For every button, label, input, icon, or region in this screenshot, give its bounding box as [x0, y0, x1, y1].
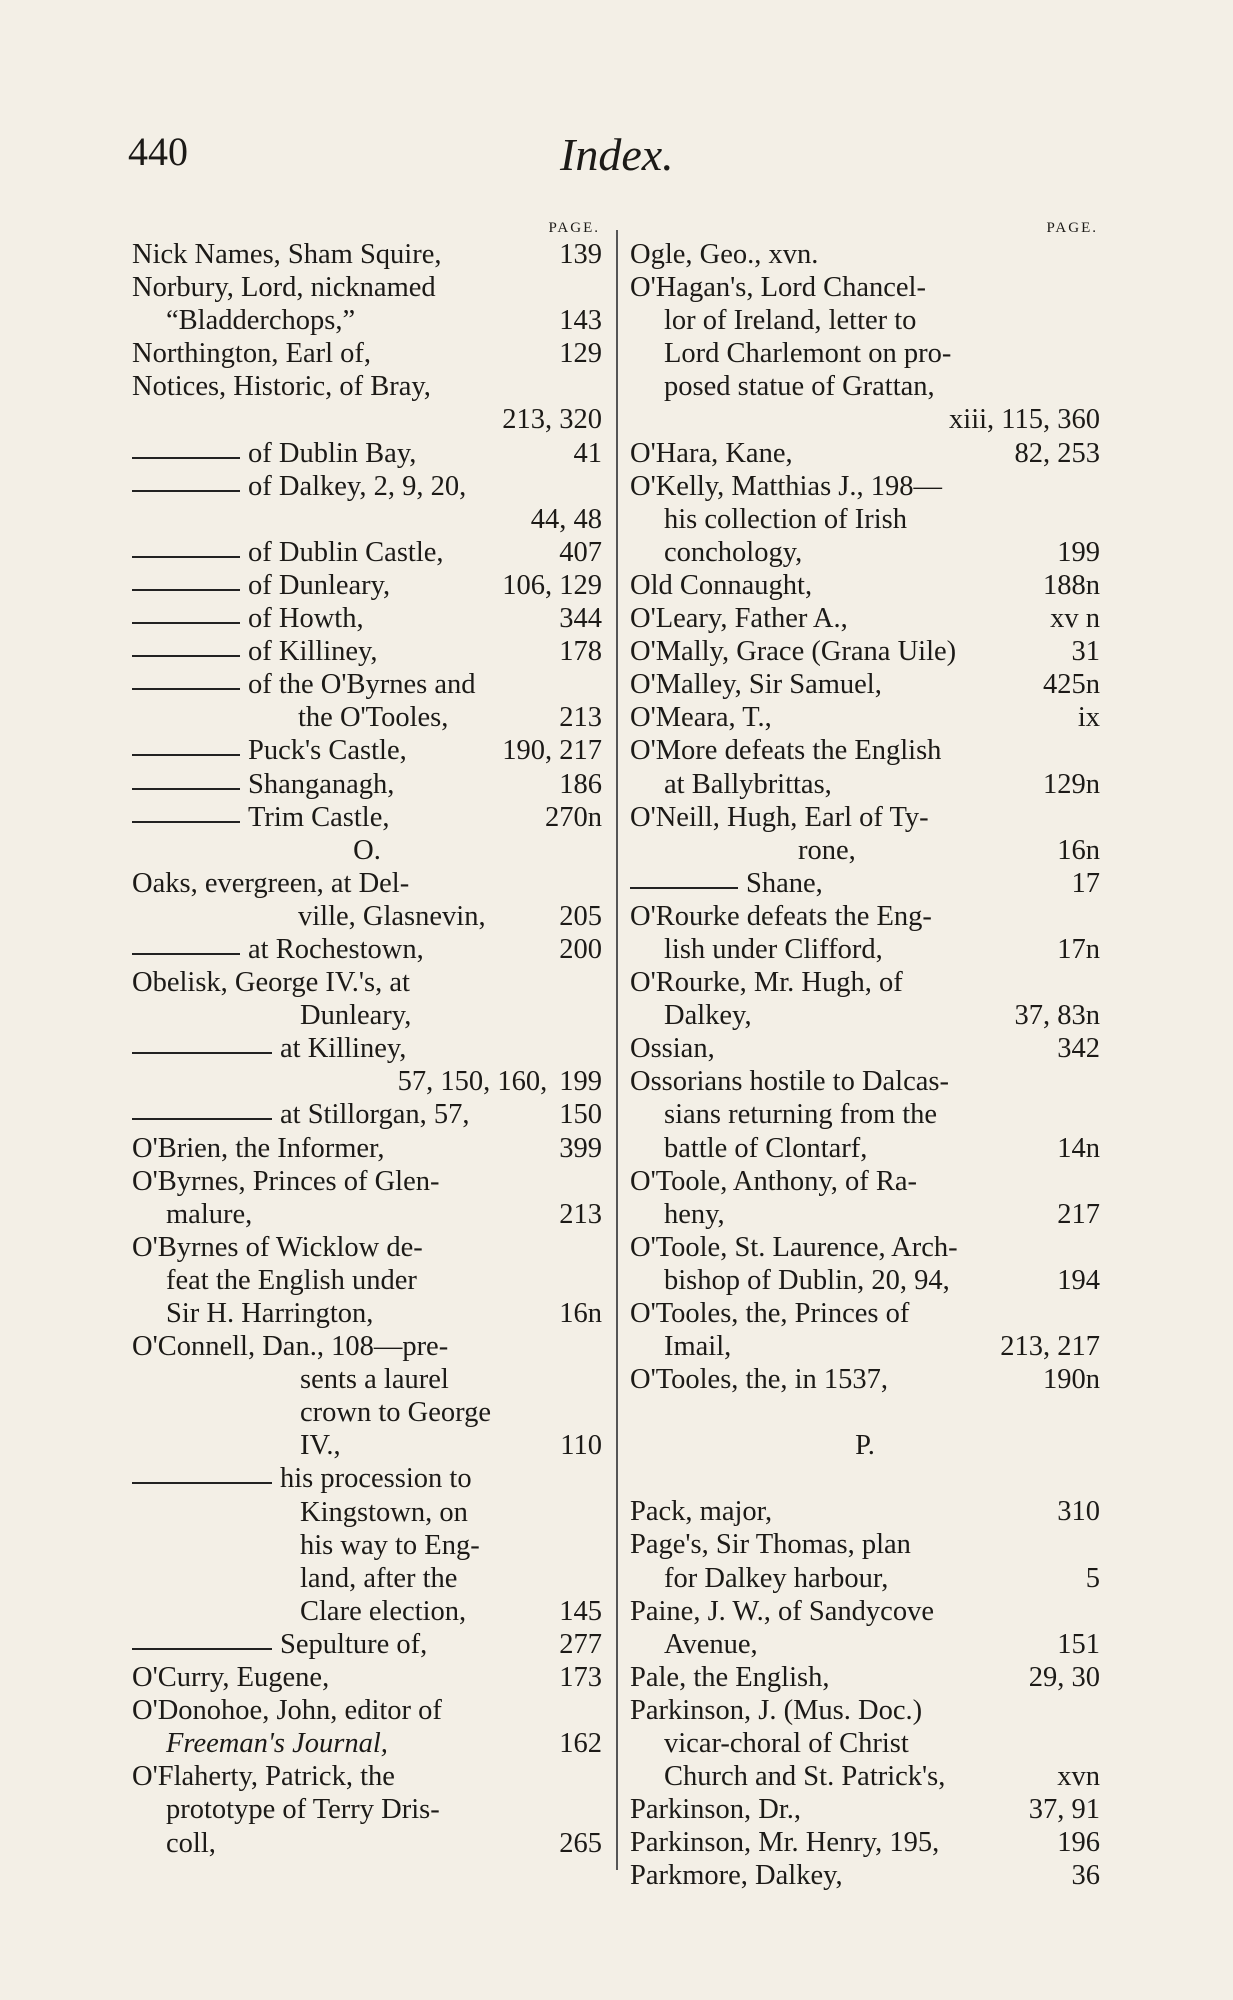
entry-text: crown to George: [300, 1397, 491, 1429]
entry-text: Church and St. Patrick's,: [664, 1761, 946, 1793]
page-reference: 143: [559, 305, 602, 337]
ditto-dash: [132, 754, 240, 756]
ditto-dash: [132, 953, 240, 955]
ditto-dash: [132, 821, 240, 823]
index-entry-line: [630, 569, 1100, 602]
ditto-dash: [132, 490, 240, 492]
page-reference: 17: [1071, 867, 1100, 899]
index-entry-line: [630, 403, 1100, 436]
index-entry-line: [630, 1132, 1100, 1165]
page-reference: 106, 129: [502, 569, 602, 601]
index-entry-line: [630, 1098, 1100, 1131]
entry-text: O'Kelly, Matthias J., 198—: [630, 470, 943, 502]
page-reference: 41: [573, 437, 602, 469]
page-reference: 150: [559, 1099, 602, 1131]
entry-text: O'Malley, Sir Samuel,: [630, 669, 882, 701]
ditto-dash: [132, 457, 240, 459]
entry-text: 213, 320: [502, 404, 602, 436]
page-reference: 139: [559, 239, 602, 270]
index-entry-line: [630, 1264, 1100, 1297]
index-entry-line: [132, 403, 602, 436]
page-reference: 82, 253: [1014, 437, 1100, 469]
page-reference: 199: [1057, 536, 1100, 568]
entry-text: his way to Eng-: [300, 1529, 480, 1561]
page-reference: 277: [559, 1628, 602, 1660]
entry-text: Parkinson, Mr. Henry, 195,: [630, 1827, 940, 1859]
ditto-dash: [132, 622, 240, 624]
index-entry-line: [630, 966, 1100, 999]
page-reference: 110: [560, 1430, 602, 1462]
page-reference: ix: [1077, 702, 1100, 734]
index-entry-line: [132, 701, 602, 734]
index-entry-line: [630, 1562, 1100, 1595]
entry-text: Northington, Earl of,: [132, 338, 372, 370]
entry-text: O'Tooles, the, Princes of: [630, 1298, 910, 1329]
entry-text: Sir H. Harrington,: [166, 1298, 374, 1329]
index-entry-line: [630, 271, 1100, 304]
index-entry-line: [132, 1363, 602, 1396]
entry-text: Lord Charlemont on pro-: [664, 338, 952, 370]
index-entry-line: [630, 304, 1100, 337]
ditto-dash: [132, 1482, 272, 1484]
index-entry-line: [630, 1363, 1100, 1396]
ditto-dash: [132, 556, 240, 558]
entry-text: O'Meara, T.,: [630, 702, 772, 734]
entry-text: Kingstown, on: [300, 1496, 468, 1528]
index-entry-line: [630, 1065, 1100, 1098]
page-reference: 14n: [1057, 1132, 1100, 1164]
entry-text: rone,: [798, 834, 856, 866]
index-entry-line: [630, 1760, 1100, 1793]
entry-text: his procession to: [280, 1463, 472, 1495]
index-entry-line: [132, 1065, 602, 1098]
entry-text: Parkinson, Dr.,: [630, 1794, 801, 1826]
index-entry-line: [630, 1661, 1100, 1694]
index-entry-line: [630, 470, 1100, 503]
page-reference: 37, 83n: [1014, 1000, 1100, 1032]
entry-text: O'Neill, Hugh, Earl of Ty-: [630, 801, 929, 833]
entry-text: Paine, J. W., of Sandycove: [630, 1595, 934, 1627]
index-entry-line: [630, 1032, 1100, 1065]
index-entry-line: [132, 1562, 602, 1595]
ditto-dash: [132, 1052, 272, 1054]
index-entry-line: [630, 1826, 1100, 1859]
entry-text: ville, Glasnevin,: [298, 900, 486, 932]
entry-text: prototype of Terry Dris-: [166, 1794, 440, 1826]
index-entry-line: [132, 900, 602, 933]
index-entry-line: [132, 1628, 602, 1661]
entry-text: Ossian,: [630, 1033, 715, 1065]
entry-text: of Killiney,: [248, 636, 378, 668]
entry-text: Dunleary,: [300, 1000, 412, 1032]
index-entry-line: [630, 1165, 1100, 1198]
entry-text: Pack, major,: [630, 1496, 773, 1528]
index-entry-line: [630, 635, 1100, 668]
index-entry-line: [630, 801, 1100, 834]
section-letter: [132, 834, 602, 867]
ditto-dash: [132, 1648, 272, 1650]
page-reference: 17n: [1057, 933, 1100, 965]
page-reference: 265: [559, 1827, 602, 1859]
ditto-dash: [132, 589, 240, 591]
index-entry-line: [132, 503, 602, 536]
entry-text: of Dalkey, 2, 9, 20,: [248, 470, 467, 502]
index-entry-line: [132, 1330, 602, 1363]
entry-text: for Dalkey harbour,: [664, 1562, 889, 1594]
entry-text: O'Hagan's, Lord Chancel-: [630, 272, 926, 304]
index-entry-line: [132, 1132, 602, 1165]
index-entry-line: [630, 602, 1100, 635]
index-entry-line: [132, 536, 602, 569]
right-column: [630, 218, 1100, 1893]
index-entry-line: [630, 701, 1100, 734]
index-entry-line: [132, 602, 602, 635]
index-entry-line: [132, 370, 602, 403]
page-reference: 194: [1057, 1264, 1100, 1296]
entry-text: xiii, 115, 360: [949, 404, 1100, 436]
entry-text: coll,: [166, 1827, 216, 1859]
page-reference: 342: [1057, 1033, 1100, 1065]
page-reference: 270n: [545, 801, 602, 833]
entry-text: posed statue of Grattan,: [664, 371, 935, 403]
index-entry-line: [132, 1462, 602, 1495]
index-entry-line: [630, 1231, 1100, 1264]
entry-text: malure,: [166, 1198, 253, 1230]
index-entry-line: [630, 1495, 1100, 1528]
index-entry-line: [630, 999, 1100, 1032]
index-entry-line: [132, 1727, 602, 1760]
entry-text: O'Connell, Dan., 108—pre-: [132, 1331, 449, 1363]
index-entry-line: [630, 834, 1100, 867]
entry-text: at Killiney,: [280, 1033, 407, 1065]
index-entry-line: [132, 1297, 602, 1330]
entry-text: sians returning from the: [664, 1099, 938, 1131]
entry-text: conchology,: [664, 536, 803, 568]
entry-text: Norbury, Lord, nicknamed: [132, 272, 436, 304]
index-entry-line: [630, 933, 1100, 966]
entry-text: lish under Clifford,: [664, 933, 883, 965]
entry-text: Page's, Sir Thomas, plan: [630, 1529, 911, 1561]
index-entry-line: [630, 1297, 1100, 1330]
entry-text: O'Leary, Father A.,: [630, 603, 848, 635]
index-entry-line: [132, 1661, 602, 1694]
page-reference: 16n: [1057, 834, 1100, 866]
section-letter: [630, 1429, 1100, 1462]
entry-text: Avenue,: [664, 1628, 758, 1660]
page-reference: 190, 217: [502, 735, 602, 767]
ditto-dash: [132, 688, 240, 690]
entry-text: O'More defeats the English: [630, 735, 942, 767]
index-entry-line: [630, 238, 1100, 271]
index-entry-line: [132, 271, 602, 304]
entry-text: O'Mally, Grace (Grana Uile): [630, 636, 957, 668]
index-entry-line: [132, 801, 602, 834]
ditto-dash: [132, 655, 240, 657]
index-entry-line: [132, 867, 602, 900]
index-entry-line: [132, 1098, 602, 1131]
page-reference: 37, 91: [1028, 1794, 1100, 1826]
entry-text: at Ballybrittas,: [664, 768, 832, 800]
index-entry-line: [630, 1793, 1100, 1826]
entry-text: 44, 48: [530, 503, 602, 535]
index-entry-line: [132, 1793, 602, 1826]
entry-text: lor of Ireland, letter to: [664, 305, 917, 337]
index-entry-line: [132, 1032, 602, 1065]
page-title: Index.: [560, 129, 674, 180]
page-reference: 213: [559, 702, 602, 734]
entry-text: Ogle, Geo., xvn.: [630, 239, 819, 270]
entry-text: O'Curry, Eugene,: [132, 1662, 330, 1694]
index-entry-line: [132, 635, 602, 668]
entry-text: Freeman's Journal,: [166, 1728, 388, 1760]
entry-text: Clare election,: [300, 1595, 467, 1627]
index-entry-line: [132, 668, 602, 701]
entry-text: Notices, Historic, of Bray,: [132, 371, 431, 403]
entry-text: O'Flaherty, Patrick, the: [132, 1761, 395, 1793]
entry-text: Nick Names, Sham Squire,: [132, 239, 442, 270]
index-entry-line: [132, 1198, 602, 1231]
index-entry-line: [630, 900, 1100, 933]
index-entry-line: [630, 1694, 1100, 1727]
entry-text: heny,: [664, 1198, 725, 1230]
page-header: [128, 128, 1128, 188]
page-reference: 5: [1085, 1562, 1100, 1594]
entry-text: 57, 150, 160,: [397, 1066, 548, 1098]
index-entry-line: [630, 1198, 1100, 1231]
entry-text: at Stillorgan, 57,: [280, 1099, 470, 1131]
index-entry-line: [630, 668, 1100, 701]
index-entry-line: [132, 1165, 602, 1198]
entry-text: his collection of Irish: [664, 503, 907, 535]
entry-text: Shanganagh,: [248, 768, 395, 800]
page-reference: 407: [559, 536, 602, 568]
entry-text: land, after the: [300, 1562, 458, 1594]
index-entry-line: [132, 437, 602, 470]
index-entry-line: [630, 867, 1100, 900]
index-entry-line: [132, 933, 602, 966]
index-entry-line: [132, 966, 602, 999]
ditto-dash: [132, 788, 240, 790]
column-divider: [616, 230, 618, 1870]
spacer: [630, 1396, 1100, 1429]
entry-text: O'Rourke, Mr. Hugh, of: [630, 967, 903, 999]
page-reference: 190n: [1043, 1364, 1100, 1396]
entry-text: of Dunleary,: [248, 569, 391, 601]
page-reference: 188n: [1043, 569, 1100, 601]
page-reference: 344: [559, 603, 602, 635]
entry-text: Pale, the English,: [630, 1661, 830, 1693]
index-entry-line: [132, 1827, 602, 1860]
entry-text: Puck's Castle,: [248, 735, 407, 767]
index-entry-line: [630, 734, 1100, 767]
page-reference: 129n: [1043, 768, 1100, 800]
entry-text: O'Rourke defeats the Eng-: [630, 900, 932, 932]
index-entry-line: [132, 470, 602, 503]
page-reference: 200: [559, 933, 602, 965]
index-entry-line: [132, 734, 602, 767]
page-reference: 173: [559, 1662, 602, 1694]
page-reference: 151: [1057, 1628, 1100, 1660]
index-entry-line: [132, 1694, 602, 1727]
entry-text: Parkmore, Dalkey,: [630, 1860, 843, 1892]
entry-text: Obelisk, George IV.'s, at: [132, 967, 410, 999]
index-entry-line: [630, 1528, 1100, 1561]
left-column: [132, 218, 602, 1860]
page-reference: 16n: [559, 1298, 602, 1329]
page-number: 440: [128, 129, 188, 174]
index-entry-line: [630, 1859, 1100, 1892]
page-reference: 310: [1057, 1496, 1100, 1528]
entry-text: Sepulture of,: [280, 1628, 428, 1660]
entry-text: O.: [353, 834, 381, 866]
page-reference: 199: [559, 1066, 602, 1098]
page-reference: 217: [1057, 1198, 1100, 1230]
page-reference: 29, 30: [1028, 1661, 1100, 1693]
entry-text: Ossorians hostile to Dalcas-: [630, 1066, 949, 1098]
entry-text: Oaks, evergreen, at Del-: [132, 867, 410, 899]
index-entry-line: [630, 370, 1100, 403]
index-entry-line: [132, 1429, 602, 1462]
page-reference: 178: [559, 636, 602, 668]
entry-text: P.: [855, 1430, 875, 1462]
index-entry-line: [630, 536, 1100, 569]
page-reference: 36: [1071, 1860, 1100, 1892]
entry-text: O'Brien, the Informer,: [132, 1132, 385, 1164]
page-reference: 213: [559, 1198, 602, 1230]
entry-text: Shane,: [746, 867, 823, 899]
index-entry-line: [132, 304, 602, 337]
entry-text: Parkinson, J. (Mus. Doc.): [630, 1694, 923, 1726]
entry-text: Old Connaught,: [630, 569, 813, 601]
index-entry-line: [630, 437, 1100, 470]
index-entry-line: [132, 337, 602, 370]
entry-text: Imail,: [664, 1331, 732, 1363]
entry-text: at Rochestown,: [248, 933, 424, 965]
entry-text: O'Byrnes of Wicklow de-: [132, 1231, 423, 1263]
entry-text: O'Byrnes, Princes of Glen-: [132, 1165, 440, 1197]
entry-text: O'Tooles, the, in 1537,: [630, 1364, 889, 1396]
page-reference: xv n: [1050, 603, 1100, 635]
page-reference: xvn: [1057, 1761, 1100, 1793]
entry-text: O'Toole, Anthony, of Ra-: [630, 1165, 918, 1197]
entry-text: Dalkey,: [664, 1000, 752, 1032]
index-entry-line: [132, 1595, 602, 1628]
index-entry-line: [132, 1496, 602, 1529]
entry-text: vicar-choral of Christ: [664, 1728, 909, 1760]
page-reference: 162: [559, 1728, 602, 1760]
index-entry-line: [132, 1231, 602, 1264]
page-reference: 213, 217: [1000, 1331, 1100, 1363]
page-reference: 399: [559, 1132, 602, 1164]
entry-text: O'Donohoe, John, editor of: [132, 1695, 442, 1727]
index-entry-line: [132, 768, 602, 801]
page-reference: 186: [559, 768, 602, 800]
index-entry-line: [630, 1595, 1100, 1628]
index-entry-line: [630, 337, 1100, 370]
page-reference: 196: [1057, 1827, 1100, 1859]
entry-text: “Bladderchops,”: [166, 305, 356, 337]
entry-text: of Dublin Castle,: [248, 536, 444, 568]
index-entry-line: [132, 238, 602, 271]
index-entry-line: [630, 1727, 1100, 1760]
entry-text: O'Toole, St. Laurence, Arch-: [630, 1231, 958, 1263]
entry-text: feat the English under: [166, 1264, 417, 1296]
index-entry-line: [132, 1760, 602, 1793]
entry-text: battle of Clontarf,: [664, 1132, 868, 1164]
ditto-dash: [630, 887, 738, 889]
entry-text: sents a laurel: [300, 1364, 449, 1396]
index-entry-line: [630, 1330, 1100, 1363]
index-entry-line: [630, 1628, 1100, 1661]
page-reference: 205: [559, 900, 602, 932]
entry-text: the O'Tooles,: [298, 702, 449, 734]
index-entry-line: [132, 1529, 602, 1562]
index-entry-line: [132, 1264, 602, 1297]
entry-text: IV.,: [300, 1430, 341, 1462]
ditto-dash: [132, 1118, 272, 1120]
page-column-label: PAGE.: [548, 220, 600, 236]
index-entry-line: [630, 768, 1100, 801]
page-reference: 129: [559, 338, 602, 370]
index-entry-line: [630, 503, 1100, 536]
entry-text: of Howth,: [248, 603, 364, 635]
index-entry-line: [132, 569, 602, 602]
entry-text: bishop of Dublin, 20, 94,: [664, 1264, 950, 1296]
page-reference: 145: [559, 1595, 602, 1627]
index-entry-line: [132, 1396, 602, 1429]
entry-text: O'Hara, Kane,: [630, 437, 793, 469]
page-column-label: PAGE.: [1046, 220, 1098, 236]
index-entry-line: [132, 999, 602, 1032]
entry-text: Trim Castle,: [248, 801, 390, 833]
spacer: [630, 1462, 1100, 1495]
entry-text: of Dublin Bay,: [248, 437, 417, 469]
page-reference: 425n: [1043, 669, 1100, 701]
page-reference: 31: [1071, 636, 1100, 668]
entry-text: of the O'Byrnes and: [248, 669, 476, 701]
